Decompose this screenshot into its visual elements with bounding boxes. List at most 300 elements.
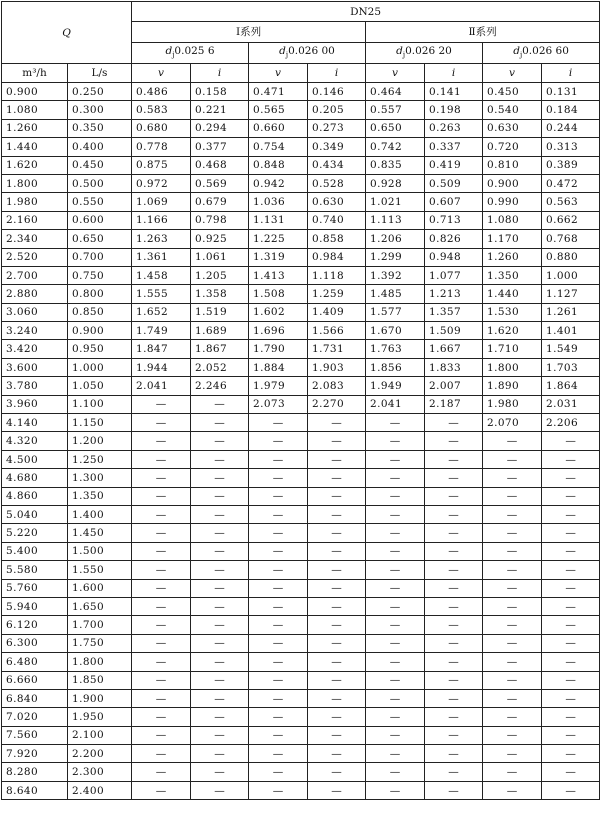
velocity-header: v [132, 64, 191, 83]
gradient-cell: — [542, 487, 600, 505]
velocity-cell: 1.884 [249, 358, 308, 376]
gradient-cell: — [425, 726, 483, 744]
velocity-cell: 0.990 [483, 193, 542, 211]
gradient-cell: — [191, 597, 249, 615]
gradient-cell: — [191, 745, 249, 763]
diameter-header [132, 43, 249, 64]
velocity-cell: — [249, 579, 308, 597]
gradient-cell: 1.519 [191, 303, 249, 321]
velocity-cell: — [249, 726, 308, 744]
flow-ls-cell: 0.500 [68, 174, 132, 192]
gradient-cell: 0.662 [542, 211, 600, 229]
flow-m3h-cell: 2.160 [2, 211, 68, 229]
velocity-cell: 0.650 [366, 119, 425, 137]
table-row [2, 211, 600, 229]
velocity-cell: — [483, 781, 542, 799]
flow-ls-cell: 1.450 [68, 524, 132, 542]
table-row [2, 781, 600, 799]
velocity-cell: 1.602 [249, 303, 308, 321]
flow-m3h-cell: 3.060 [2, 303, 68, 321]
velocity-cell: 1.652 [132, 303, 191, 321]
velocity-cell: 1.800 [483, 358, 542, 376]
velocity-cell: — [483, 597, 542, 615]
flow-ls-cell: 1.200 [68, 432, 132, 450]
table-row [2, 119, 600, 137]
gradient-cell: 0.313 [542, 138, 600, 156]
table-row [2, 358, 600, 376]
gradient-cell: 2.246 [191, 377, 249, 395]
velocity-cell: — [249, 708, 308, 726]
velocity-cell: 1.361 [132, 248, 191, 266]
velocity-cell: — [249, 505, 308, 523]
diameter-symbol: d [279, 44, 286, 57]
gradient-cell: 0.948 [425, 248, 483, 266]
velocity-cell: 1.319 [249, 248, 308, 266]
gradient-cell: 0.419 [425, 156, 483, 174]
gradient-cell: — [308, 671, 366, 689]
velocity-cell: 0.583 [132, 101, 191, 119]
flow-ls-cell: 0.350 [68, 119, 132, 137]
velocity-cell: 0.464 [366, 83, 425, 101]
velocity-cell: — [366, 579, 425, 597]
velocity-cell: 1.113 [366, 211, 425, 229]
flow-ls-cell: 0.750 [68, 266, 132, 284]
flow-ls-cell: 0.900 [68, 322, 132, 340]
diameter-symbol: d [513, 44, 520, 57]
velocity-cell: — [366, 542, 425, 560]
velocity-cell: — [132, 781, 191, 799]
velocity-cell: — [366, 726, 425, 744]
gradient-cell: — [191, 450, 249, 468]
velocity-cell: 0.720 [483, 138, 542, 156]
gradient-cell: 1.205 [191, 266, 249, 284]
velocity-cell: — [366, 745, 425, 763]
table-row [2, 542, 600, 560]
flow-m3h-cell: 1.800 [2, 174, 68, 192]
flow-ls-cell: 1.100 [68, 395, 132, 413]
velocity-cell: — [483, 505, 542, 523]
gradient-cell: — [425, 450, 483, 468]
gradient-cell: 0.184 [542, 101, 600, 119]
gradient-cell: — [542, 579, 600, 597]
unit-ls-header: L/s [68, 64, 132, 83]
gradient-cell: 1.903 [308, 358, 366, 376]
velocity-cell: — [132, 689, 191, 707]
velocity-cell: 0.848 [249, 156, 308, 174]
hydraulic-gradient-header: i [308, 64, 366, 83]
gradient-cell: 0.528 [308, 174, 366, 192]
gradient-cell: — [308, 745, 366, 763]
velocity-cell: — [483, 616, 542, 634]
flow-ls-cell: 1.900 [68, 689, 132, 707]
velocity-cell: — [132, 450, 191, 468]
velocity-cell: — [132, 634, 191, 652]
gradient-cell: — [308, 505, 366, 523]
velocity-cell: — [249, 469, 308, 487]
gradient-cell: 1.689 [191, 322, 249, 340]
velocity-cell: 1.170 [483, 230, 542, 248]
table-row [2, 377, 600, 395]
gradient-cell: — [191, 634, 249, 652]
velocity-cell: 1.944 [132, 358, 191, 376]
velocity-header: v [249, 64, 308, 83]
velocity-cell: — [366, 505, 425, 523]
table-row [2, 432, 600, 450]
flow-m3h-cell: 7.560 [2, 726, 68, 744]
gradient-cell: — [542, 616, 600, 634]
velocity-cell: 0.810 [483, 156, 542, 174]
table-row [2, 579, 600, 597]
velocity-cell: 1.979 [249, 377, 308, 395]
flow-m3h-cell: 4.860 [2, 487, 68, 505]
velocity-cell: 0.450 [483, 83, 542, 101]
gradient-cell: — [425, 505, 483, 523]
flow-m3h-cell: 1.620 [2, 156, 68, 174]
table-row [2, 266, 600, 284]
velocity-cell: — [483, 726, 542, 744]
velocity-cell: — [366, 432, 425, 450]
velocity-cell: — [483, 542, 542, 560]
flow-m3h-cell: 3.240 [2, 322, 68, 340]
flow-ls-cell: 1.800 [68, 653, 132, 671]
table-row [2, 414, 600, 432]
gradient-cell: 0.607 [425, 193, 483, 211]
gradient-cell: 0.146 [308, 83, 366, 101]
gradient-cell: 1.409 [308, 303, 366, 321]
velocity-cell: — [366, 450, 425, 468]
flow-m3h-cell: 4.140 [2, 414, 68, 432]
velocity-cell: — [132, 653, 191, 671]
velocity-cell: 1.069 [132, 193, 191, 211]
flow-ls-cell: 2.300 [68, 763, 132, 781]
gradient-cell: 0.925 [191, 230, 249, 248]
diameter-subscript: j [172, 51, 175, 60]
flow-m3h-cell: 3.600 [2, 358, 68, 376]
flow-m3h-cell: 6.660 [2, 671, 68, 689]
hydraulic-gradient-header: i [425, 64, 483, 83]
flow-ls-cell: 1.250 [68, 450, 132, 468]
gradient-cell: — [425, 745, 483, 763]
velocity-cell: 0.486 [132, 83, 191, 101]
diameter-subscript: j [402, 51, 406, 60]
gradient-cell: — [191, 689, 249, 707]
velocity-cell: 0.942 [249, 174, 308, 192]
table-row [2, 101, 600, 119]
series-1-header: Ⅰ系列 [132, 22, 366, 43]
velocity-cell: 1.856 [366, 358, 425, 376]
gradient-cell: — [542, 726, 600, 744]
series-2-header: Ⅱ系列 [366, 22, 600, 43]
velocity-cell: — [366, 708, 425, 726]
hydraulic-gradient-header: i [542, 64, 600, 83]
gradient-cell: 2.187 [425, 395, 483, 413]
diameter-header [483, 43, 600, 64]
flow-m3h-cell: 1.980 [2, 193, 68, 211]
velocity-cell: 1.263 [132, 230, 191, 248]
gradient-cell: 1.000 [542, 266, 600, 284]
flow-ls-cell: 0.650 [68, 230, 132, 248]
velocity-cell: — [132, 561, 191, 579]
gradient-cell: 1.509 [425, 322, 483, 340]
velocity-cell: — [366, 469, 425, 487]
diameter-header [366, 43, 483, 64]
flow-m3h-cell: 2.340 [2, 230, 68, 248]
velocity-cell: 0.754 [249, 138, 308, 156]
gradient-cell: 0.569 [191, 174, 249, 192]
table-row [2, 708, 600, 726]
gradient-cell: — [308, 450, 366, 468]
gradient-cell: — [425, 763, 483, 781]
gradient-cell: — [308, 487, 366, 505]
gradient-cell: — [191, 653, 249, 671]
diameter-value: 0.025 6 [174, 44, 215, 57]
velocity-cell: — [132, 708, 191, 726]
velocity-cell: 0.900 [483, 174, 542, 192]
flow-ls-cell: 0.550 [68, 193, 132, 211]
velocity-cell: — [249, 432, 308, 450]
flow-ls-cell: 1.050 [68, 377, 132, 395]
flow-m3h-cell: 1.260 [2, 119, 68, 137]
gradient-cell: — [425, 597, 483, 615]
gradient-cell: — [542, 781, 600, 799]
velocity-cell: 1.530 [483, 303, 542, 321]
diameter-symbol: d [396, 44, 403, 57]
gradient-cell: — [542, 432, 600, 450]
gradient-cell: 1.731 [308, 340, 366, 358]
gradient-cell: — [308, 708, 366, 726]
velocity-cell: — [366, 689, 425, 707]
gradient-cell: — [542, 671, 600, 689]
table-row [2, 616, 600, 634]
velocity-cell: 1.670 [366, 322, 425, 340]
velocity-cell: 0.742 [366, 138, 425, 156]
gradient-cell: — [191, 781, 249, 799]
velocity-cell: — [249, 781, 308, 799]
flow-ls-cell: 0.400 [68, 138, 132, 156]
unit-m3h-header: m³/h [2, 64, 68, 83]
table-row [2, 487, 600, 505]
gradient-cell: — [542, 653, 600, 671]
gradient-cell: — [191, 579, 249, 597]
velocity-cell: 0.565 [249, 101, 308, 119]
gradient-cell: — [308, 432, 366, 450]
flow-m3h-cell: 3.780 [2, 377, 68, 395]
velocity-cell: 2.070 [483, 414, 542, 432]
flow-m3h-cell: 2.520 [2, 248, 68, 266]
gradient-cell: — [542, 689, 600, 707]
velocity-cell: 1.206 [366, 230, 425, 248]
flow-m3h-cell: 6.480 [2, 653, 68, 671]
flow-ls-cell: 1.750 [68, 634, 132, 652]
gradient-cell: — [425, 689, 483, 707]
flow-m3h-cell: 5.400 [2, 542, 68, 560]
velocity-cell: 0.660 [249, 119, 308, 137]
velocity-cell: — [366, 487, 425, 505]
flow-m3h-cell: 1.080 [2, 101, 68, 119]
gradient-cell: — [191, 432, 249, 450]
velocity-cell: — [366, 616, 425, 634]
table-row [2, 689, 600, 707]
velocity-cell: 1.021 [366, 193, 425, 211]
table-row [2, 174, 600, 192]
flow-ls-cell: 0.300 [68, 101, 132, 119]
dn-header: DN25 [132, 2, 600, 22]
flow-m3h-cell: 0.900 [2, 83, 68, 101]
gradient-cell: 1.549 [542, 340, 600, 358]
q-header: Q [2, 2, 132, 64]
velocity-cell: — [483, 524, 542, 542]
gradient-cell: — [191, 708, 249, 726]
velocity-cell: 1.080 [483, 211, 542, 229]
gradient-cell: 1.118 [308, 266, 366, 284]
flow-ls-cell: 2.100 [68, 726, 132, 744]
flow-ls-cell: 1.150 [68, 414, 132, 432]
gradient-cell: — [308, 542, 366, 560]
velocity-cell: — [483, 561, 542, 579]
velocity-cell: — [249, 542, 308, 560]
velocity-cell: — [483, 671, 542, 689]
velocity-cell: 0.680 [132, 119, 191, 137]
velocity-cell: — [483, 487, 542, 505]
gradient-cell: 0.198 [425, 101, 483, 119]
flow-m3h-cell: 1.440 [2, 138, 68, 156]
gradient-cell: 2.270 [308, 395, 366, 413]
velocity-cell: — [132, 597, 191, 615]
flow-m3h-cell: 4.320 [2, 432, 68, 450]
gradient-cell: 0.858 [308, 230, 366, 248]
flow-ls-cell: 1.550 [68, 561, 132, 579]
gradient-cell: — [191, 395, 249, 413]
velocity-cell: 1.710 [483, 340, 542, 358]
gradient-cell: — [308, 616, 366, 634]
gradient-cell: — [425, 487, 483, 505]
velocity-cell: — [249, 634, 308, 652]
gradient-cell: 0.221 [191, 101, 249, 119]
gradient-cell: — [542, 469, 600, 487]
flow-ls-cell: 0.700 [68, 248, 132, 266]
gradient-cell: — [425, 634, 483, 652]
gradient-cell: — [542, 450, 600, 468]
flow-m3h-cell: 7.920 [2, 745, 68, 763]
flow-m3h-cell: 6.120 [2, 616, 68, 634]
flow-m3h-cell: 4.680 [2, 469, 68, 487]
gradient-cell: — [308, 726, 366, 744]
table-row [2, 340, 600, 358]
velocity-cell: 1.485 [366, 285, 425, 303]
velocity-cell: — [366, 763, 425, 781]
gradient-cell: — [308, 524, 366, 542]
gradient-cell: — [308, 469, 366, 487]
gradient-cell: — [191, 616, 249, 634]
velocity-cell: — [249, 414, 308, 432]
velocity-cell: — [483, 469, 542, 487]
velocity-cell: — [366, 414, 425, 432]
gradient-cell: — [542, 708, 600, 726]
gradient-cell: — [425, 469, 483, 487]
diameter-value: 0.026 60 [522, 44, 569, 57]
gradient-cell: — [191, 542, 249, 560]
gradient-cell: — [425, 432, 483, 450]
gradient-cell: — [425, 616, 483, 634]
gradient-cell: 2.031 [542, 395, 600, 413]
velocity-cell: — [483, 653, 542, 671]
gradient-cell: — [542, 542, 600, 560]
table-row [2, 322, 600, 340]
velocity-cell: — [132, 763, 191, 781]
gradient-cell: — [542, 597, 600, 615]
gradient-cell: — [425, 579, 483, 597]
velocity-cell: 1.392 [366, 266, 425, 284]
velocity-cell: — [249, 671, 308, 689]
table-row [2, 303, 600, 321]
gradient-cell: — [425, 653, 483, 671]
velocity-cell: 0.835 [366, 156, 425, 174]
gradient-cell: — [542, 524, 600, 542]
gradient-cell: — [191, 469, 249, 487]
velocity-cell: — [249, 689, 308, 707]
flow-ls-cell: 1.850 [68, 671, 132, 689]
gradient-cell: — [191, 505, 249, 523]
diameter-subscript: j [285, 51, 289, 60]
gradient-cell: — [191, 414, 249, 432]
table-row [2, 450, 600, 468]
flow-ls-cell: 1.500 [68, 542, 132, 560]
table-row [2, 285, 600, 303]
velocity-cell: — [483, 763, 542, 781]
table-row [2, 83, 600, 101]
velocity-cell: — [132, 395, 191, 413]
flow-m3h-cell: 2.700 [2, 266, 68, 284]
flow-m3h-cell: 7.020 [2, 708, 68, 726]
gradient-cell: — [308, 781, 366, 799]
gradient-cell: 0.679 [191, 193, 249, 211]
gradient-cell: — [542, 561, 600, 579]
gradient-cell: 0.337 [425, 138, 483, 156]
velocity-cell: 1.131 [249, 211, 308, 229]
gradient-cell: 0.141 [425, 83, 483, 101]
gradient-cell: 0.740 [308, 211, 366, 229]
flow-ls-cell: 1.700 [68, 616, 132, 634]
velocity-cell: 1.260 [483, 248, 542, 266]
gradient-cell: 1.867 [191, 340, 249, 358]
flow-ls-cell: 0.450 [68, 156, 132, 174]
gradient-cell: — [308, 653, 366, 671]
velocity-cell: — [483, 634, 542, 652]
gradient-cell: — [308, 561, 366, 579]
velocity-cell: — [249, 745, 308, 763]
gradient-cell: 0.826 [425, 230, 483, 248]
velocity-cell: 1.890 [483, 377, 542, 395]
flow-m3h-cell: 5.040 [2, 505, 68, 523]
gradient-cell: 0.984 [308, 248, 366, 266]
velocity-cell: 1.440 [483, 285, 542, 303]
velocity-cell: 1.790 [249, 340, 308, 358]
table-row [2, 193, 600, 211]
flow-ls-cell: 0.950 [68, 340, 132, 358]
velocity-cell: — [132, 469, 191, 487]
flow-m3h-cell: 2.880 [2, 285, 68, 303]
gradient-cell: 1.259 [308, 285, 366, 303]
gradient-cell: — [191, 726, 249, 744]
gradient-cell: 1.061 [191, 248, 249, 266]
gradient-cell: 0.563 [542, 193, 600, 211]
velocity-cell: 1.696 [249, 322, 308, 340]
gradient-cell: 1.357 [425, 303, 483, 321]
gradient-cell: 0.273 [308, 119, 366, 137]
flow-ls-cell: 0.800 [68, 285, 132, 303]
table-row [2, 156, 600, 174]
velocity-cell: — [249, 561, 308, 579]
